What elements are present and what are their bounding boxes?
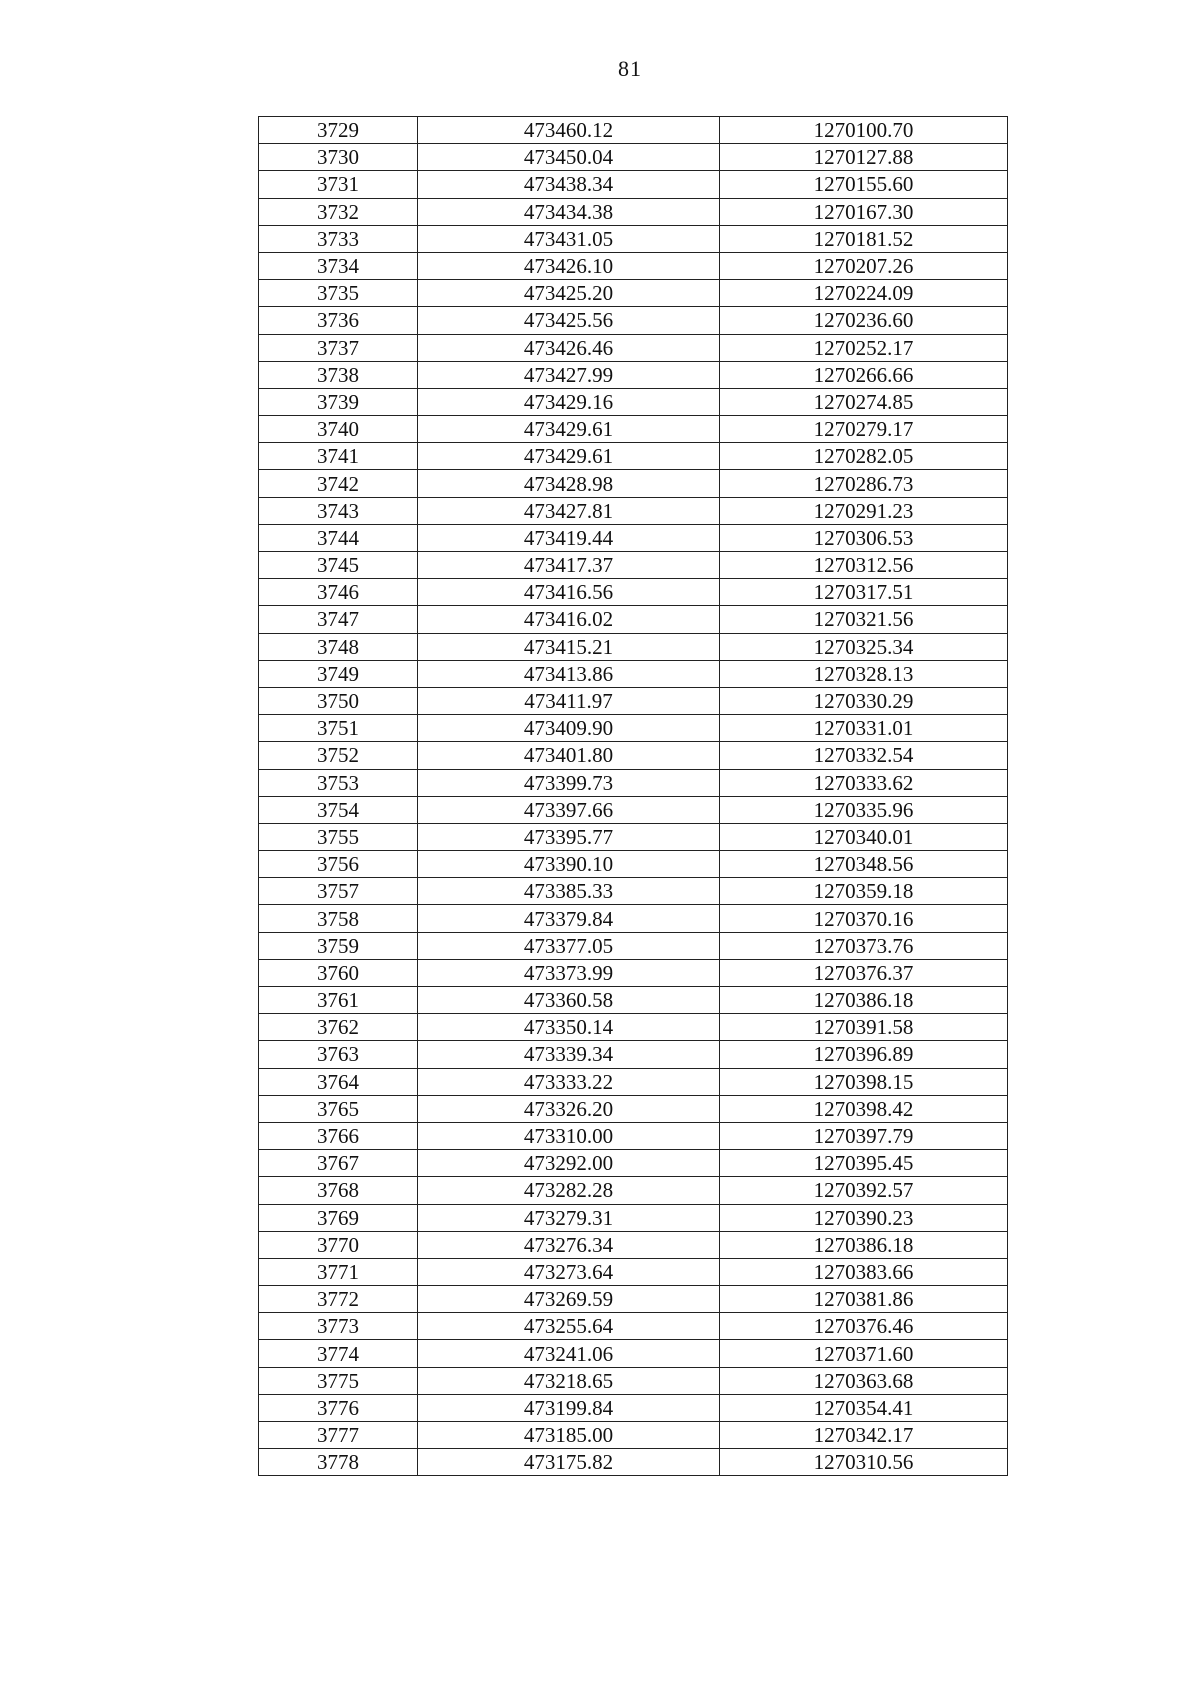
page-number: 81 xyxy=(618,56,642,81)
point-number-cell: 3742 xyxy=(259,470,418,497)
table-row xyxy=(259,497,1008,524)
point-number-cell: 3757 xyxy=(259,878,418,905)
table-row xyxy=(259,443,1008,470)
x-coordinate-cell: 473273.64 xyxy=(418,1258,720,1285)
point-number-cell: 3777 xyxy=(259,1422,418,1449)
table-row xyxy=(259,1367,1008,1394)
table-row xyxy=(259,851,1008,878)
x-coordinate-cell: 473425.56 xyxy=(418,307,720,334)
x-coordinate-cell: 473438.34 xyxy=(418,171,720,198)
y-coordinate-cell: 1270330.29 xyxy=(720,687,1008,714)
table-row xyxy=(259,1014,1008,1041)
y-coordinate-cell: 1270397.79 xyxy=(720,1122,1008,1149)
table-row xyxy=(259,171,1008,198)
x-coordinate-cell: 473276.34 xyxy=(418,1231,720,1258)
y-coordinate-cell: 1270342.17 xyxy=(720,1422,1008,1449)
x-coordinate-cell: 473450.04 xyxy=(418,144,720,171)
x-coordinate-cell: 473218.65 xyxy=(418,1367,720,1394)
x-coordinate-cell: 473175.82 xyxy=(418,1449,720,1476)
y-coordinate-cell: 1270181.52 xyxy=(720,225,1008,252)
x-coordinate-cell: 473350.14 xyxy=(418,1014,720,1041)
point-number-cell: 3736 xyxy=(259,307,418,334)
table-row xyxy=(259,334,1008,361)
table-row xyxy=(259,1340,1008,1367)
y-coordinate-cell: 1270395.45 xyxy=(720,1150,1008,1177)
point-number-cell: 3747 xyxy=(259,606,418,633)
y-coordinate-cell: 1270348.56 xyxy=(720,851,1008,878)
y-coordinate-cell: 1270373.76 xyxy=(720,932,1008,959)
x-coordinate-cell: 473411.97 xyxy=(418,687,720,714)
point-number-cell: 3731 xyxy=(259,171,418,198)
x-coordinate-cell: 473429.61 xyxy=(418,416,720,443)
table-row xyxy=(259,117,1008,144)
y-coordinate-cell: 1270306.53 xyxy=(720,524,1008,551)
x-coordinate-cell: 473429.61 xyxy=(418,443,720,470)
x-coordinate-cell: 473416.02 xyxy=(418,606,720,633)
y-coordinate-cell: 1270398.15 xyxy=(720,1068,1008,1095)
point-number-cell: 3738 xyxy=(259,361,418,388)
point-number-cell: 3766 xyxy=(259,1122,418,1149)
table-row xyxy=(259,932,1008,959)
x-coordinate-cell: 473199.84 xyxy=(418,1394,720,1421)
point-number-cell: 3744 xyxy=(259,524,418,551)
y-coordinate-cell: 1270279.17 xyxy=(720,416,1008,443)
x-coordinate-cell: 473379.84 xyxy=(418,905,720,932)
y-coordinate-cell: 1270291.23 xyxy=(720,497,1008,524)
y-coordinate-cell: 1270398.42 xyxy=(720,1095,1008,1122)
x-coordinate-cell: 473241.06 xyxy=(418,1340,720,1367)
x-coordinate-cell: 473460.12 xyxy=(418,117,720,144)
table-row xyxy=(259,1150,1008,1177)
table-row xyxy=(259,1095,1008,1122)
x-coordinate-cell: 473426.10 xyxy=(418,252,720,279)
y-coordinate-cell: 1270396.89 xyxy=(720,1041,1008,1068)
point-number-cell: 3764 xyxy=(259,1068,418,1095)
table-row xyxy=(259,987,1008,1014)
point-number-cell: 3734 xyxy=(259,252,418,279)
y-coordinate-cell: 1270167.30 xyxy=(720,198,1008,225)
y-coordinate-cell: 1270376.46 xyxy=(720,1313,1008,1340)
point-number-cell: 3732 xyxy=(259,198,418,225)
x-coordinate-cell: 473419.44 xyxy=(418,524,720,551)
x-coordinate-cell: 473397.66 xyxy=(418,796,720,823)
x-coordinate-cell: 473385.33 xyxy=(418,878,720,905)
y-coordinate-cell: 1270317.51 xyxy=(720,579,1008,606)
x-coordinate-cell: 473255.64 xyxy=(418,1313,720,1340)
point-number-cell: 3759 xyxy=(259,932,418,959)
x-coordinate-cell: 473395.77 xyxy=(418,823,720,850)
x-coordinate-cell: 473401.80 xyxy=(418,742,720,769)
table-row xyxy=(259,579,1008,606)
y-coordinate-cell: 1270371.60 xyxy=(720,1340,1008,1367)
table-row xyxy=(259,1313,1008,1340)
y-coordinate-cell: 1270363.68 xyxy=(720,1367,1008,1394)
y-coordinate-cell: 1270252.17 xyxy=(720,334,1008,361)
x-coordinate-cell: 473279.31 xyxy=(418,1204,720,1231)
table-row xyxy=(259,1204,1008,1231)
table-row xyxy=(259,144,1008,171)
x-coordinate-cell: 473417.37 xyxy=(418,552,720,579)
table-row xyxy=(259,552,1008,579)
x-coordinate-cell: 473427.99 xyxy=(418,361,720,388)
x-coordinate-cell: 473415.21 xyxy=(418,633,720,660)
table-row xyxy=(259,252,1008,279)
point-number-cell: 3739 xyxy=(259,388,418,415)
x-coordinate-cell: 473413.86 xyxy=(418,660,720,687)
table-row xyxy=(259,660,1008,687)
point-number-cell: 3756 xyxy=(259,851,418,878)
y-coordinate-cell: 1270286.73 xyxy=(720,470,1008,497)
y-coordinate-cell: 1270310.56 xyxy=(720,1449,1008,1476)
point-number-cell: 3758 xyxy=(259,905,418,932)
x-coordinate-cell: 473426.46 xyxy=(418,334,720,361)
table-row xyxy=(259,1422,1008,1449)
point-number-cell: 3772 xyxy=(259,1286,418,1313)
table-row xyxy=(259,959,1008,986)
x-coordinate-cell: 473333.22 xyxy=(418,1068,720,1095)
table-row xyxy=(259,524,1008,551)
point-number-cell: 3760 xyxy=(259,959,418,986)
point-number-cell: 3774 xyxy=(259,1340,418,1367)
x-coordinate-cell: 473425.20 xyxy=(418,280,720,307)
point-number-cell: 3748 xyxy=(259,633,418,660)
table-row xyxy=(259,633,1008,660)
point-number-cell: 3767 xyxy=(259,1150,418,1177)
x-coordinate-cell: 473377.05 xyxy=(418,932,720,959)
point-number-cell: 3752 xyxy=(259,742,418,769)
point-number-cell: 3771 xyxy=(259,1258,418,1285)
y-coordinate-cell: 1270282.05 xyxy=(720,443,1008,470)
table-row xyxy=(259,361,1008,388)
y-coordinate-cell: 1270331.01 xyxy=(720,715,1008,742)
x-coordinate-cell: 473339.34 xyxy=(418,1041,720,1068)
point-number-cell: 3750 xyxy=(259,687,418,714)
point-number-cell: 3733 xyxy=(259,225,418,252)
y-coordinate-cell: 1270381.86 xyxy=(720,1286,1008,1313)
x-coordinate-cell: 473185.00 xyxy=(418,1422,720,1449)
y-coordinate-cell: 1270332.54 xyxy=(720,742,1008,769)
table-row xyxy=(259,1231,1008,1258)
y-coordinate-cell: 1270236.60 xyxy=(720,307,1008,334)
y-coordinate-cell: 1270224.09 xyxy=(720,280,1008,307)
x-coordinate-cell: 473399.73 xyxy=(418,769,720,796)
y-coordinate-cell: 1270376.37 xyxy=(720,959,1008,986)
point-number-cell: 3749 xyxy=(259,660,418,687)
table-row xyxy=(259,280,1008,307)
table-row xyxy=(259,878,1008,905)
point-number-cell: 3729 xyxy=(259,117,418,144)
x-coordinate-cell: 473282.28 xyxy=(418,1177,720,1204)
y-coordinate-cell: 1270359.18 xyxy=(720,878,1008,905)
y-coordinate-cell: 1270383.66 xyxy=(720,1258,1008,1285)
table-row xyxy=(259,823,1008,850)
point-number-cell: 3746 xyxy=(259,579,418,606)
table-row xyxy=(259,307,1008,334)
x-coordinate-cell: 473431.05 xyxy=(418,225,720,252)
y-coordinate-cell: 1270386.18 xyxy=(720,1231,1008,1258)
y-coordinate-cell: 1270274.85 xyxy=(720,388,1008,415)
table-row xyxy=(259,796,1008,823)
point-number-cell: 3765 xyxy=(259,1095,418,1122)
point-number-cell: 3730 xyxy=(259,144,418,171)
x-coordinate-cell: 473416.56 xyxy=(418,579,720,606)
table-row xyxy=(259,1258,1008,1285)
point-number-cell: 3755 xyxy=(259,823,418,850)
point-number-cell: 3743 xyxy=(259,497,418,524)
point-number-cell: 3763 xyxy=(259,1041,418,1068)
point-number-cell: 3761 xyxy=(259,987,418,1014)
point-number-cell: 3768 xyxy=(259,1177,418,1204)
table-row xyxy=(259,715,1008,742)
point-number-cell: 3735 xyxy=(259,280,418,307)
table-row xyxy=(259,1449,1008,1476)
x-coordinate-cell: 473326.20 xyxy=(418,1095,720,1122)
y-coordinate-cell: 1270328.13 xyxy=(720,660,1008,687)
x-coordinate-cell: 473360.58 xyxy=(418,987,720,1014)
y-coordinate-cell: 1270370.16 xyxy=(720,905,1008,932)
point-number-cell: 3740 xyxy=(259,416,418,443)
x-coordinate-cell: 473269.59 xyxy=(418,1286,720,1313)
x-coordinate-cell: 473434.38 xyxy=(418,198,720,225)
y-coordinate-cell: 1270100.70 xyxy=(720,117,1008,144)
x-coordinate-cell: 473428.98 xyxy=(418,470,720,497)
y-coordinate-cell: 1270127.88 xyxy=(720,144,1008,171)
point-number-cell: 3741 xyxy=(259,443,418,470)
point-number-cell: 3775 xyxy=(259,1367,418,1394)
y-coordinate-cell: 1270325.34 xyxy=(720,633,1008,660)
y-coordinate-cell: 1270354.41 xyxy=(720,1394,1008,1421)
y-coordinate-cell: 1270335.96 xyxy=(720,796,1008,823)
point-number-cell: 3762 xyxy=(259,1014,418,1041)
point-number-cell: 3753 xyxy=(259,769,418,796)
x-coordinate-cell: 473390.10 xyxy=(418,851,720,878)
coordinate-table-body xyxy=(259,117,1008,1476)
y-coordinate-cell: 1270321.56 xyxy=(720,606,1008,633)
table-row xyxy=(259,1041,1008,1068)
y-coordinate-cell: 1270155.60 xyxy=(720,171,1008,198)
x-coordinate-cell: 473373.99 xyxy=(418,959,720,986)
y-coordinate-cell: 1270390.23 xyxy=(720,1204,1008,1231)
coordinate-table xyxy=(258,116,1008,1476)
y-coordinate-cell: 1270207.26 xyxy=(720,252,1008,279)
point-number-cell: 3769 xyxy=(259,1204,418,1231)
point-number-cell: 3754 xyxy=(259,796,418,823)
table-row xyxy=(259,225,1008,252)
y-coordinate-cell: 1270392.57 xyxy=(720,1177,1008,1204)
y-coordinate-cell: 1270312.56 xyxy=(720,552,1008,579)
table-row xyxy=(259,198,1008,225)
point-number-cell: 3773 xyxy=(259,1313,418,1340)
table-row xyxy=(259,1122,1008,1149)
y-coordinate-cell: 1270333.62 xyxy=(720,769,1008,796)
table-row xyxy=(259,416,1008,443)
table-row xyxy=(259,687,1008,714)
y-coordinate-cell: 1270266.66 xyxy=(720,361,1008,388)
x-coordinate-cell: 473429.16 xyxy=(418,388,720,415)
table-row xyxy=(259,1177,1008,1204)
y-coordinate-cell: 1270391.58 xyxy=(720,1014,1008,1041)
x-coordinate-cell: 473427.81 xyxy=(418,497,720,524)
x-coordinate-cell: 473292.00 xyxy=(418,1150,720,1177)
y-coordinate-cell: 1270340.01 xyxy=(720,823,1008,850)
table-row xyxy=(259,905,1008,932)
x-coordinate-cell: 473310.00 xyxy=(418,1122,720,1149)
table-row xyxy=(259,470,1008,497)
point-number-cell: 3776 xyxy=(259,1394,418,1421)
table-row xyxy=(259,388,1008,415)
table-row xyxy=(259,1286,1008,1313)
point-number-cell: 3745 xyxy=(259,552,418,579)
table-row xyxy=(259,742,1008,769)
table-row xyxy=(259,769,1008,796)
table-row xyxy=(259,1068,1008,1095)
point-number-cell: 3770 xyxy=(259,1231,418,1258)
point-number-cell: 3778 xyxy=(259,1449,418,1476)
x-coordinate-cell: 473409.90 xyxy=(418,715,720,742)
table-row xyxy=(259,606,1008,633)
point-number-cell: 3751 xyxy=(259,715,418,742)
table-row xyxy=(259,1394,1008,1421)
point-number-cell: 3737 xyxy=(259,334,418,361)
y-coordinate-cell: 1270386.18 xyxy=(720,987,1008,1014)
